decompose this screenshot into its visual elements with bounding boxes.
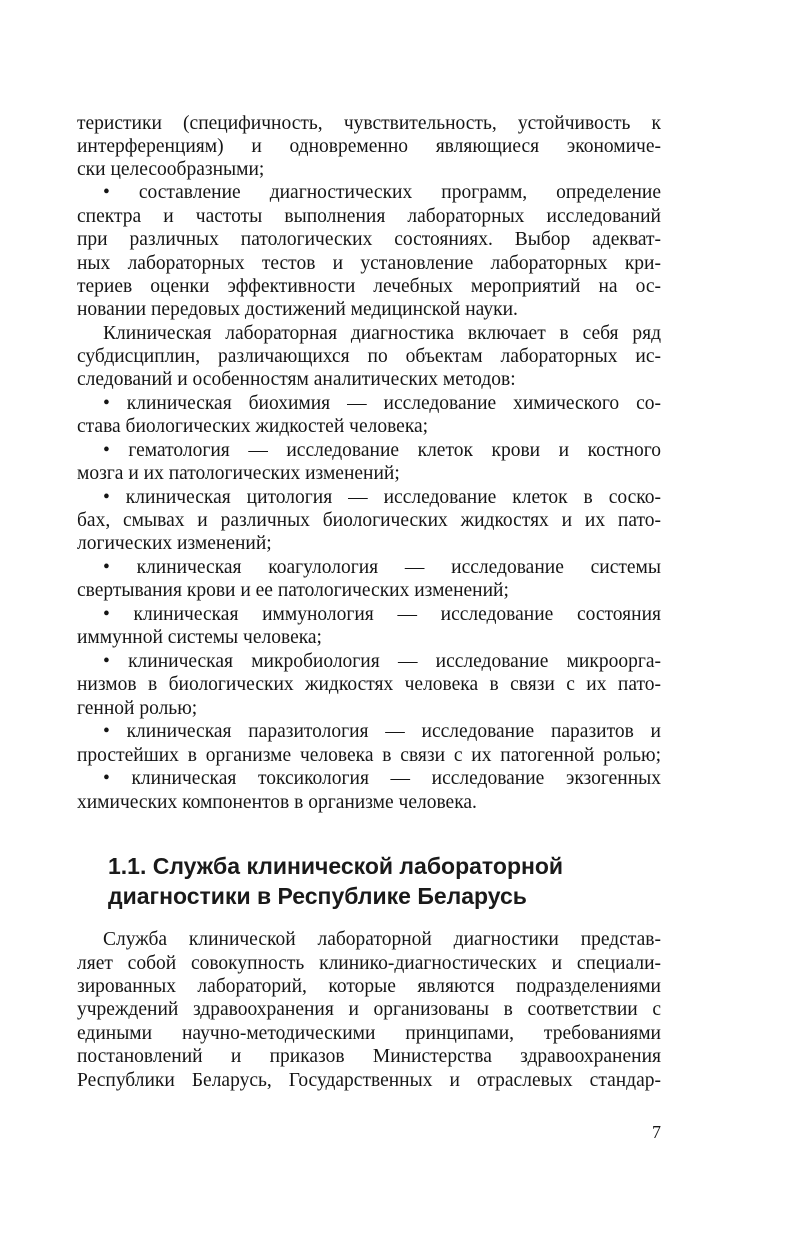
paragraph-line: Клиническая лабораторная диагностика включает в себя ряд <box>103 323 661 344</box>
text-line: при различных патологических состояниях. Выбор адекват- <box>77 229 661 250</box>
bullet-line: • гематология — исследование клеток крови и костного <box>103 440 661 461</box>
text-line: мозга и их патологических изменений; <box>77 463 400 484</box>
text-line: простейших в организме человека в связи с их патогенной ролью; <box>77 745 661 766</box>
text-line: ляет собой совокупность клинико-диагностических и специали- <box>77 953 661 974</box>
bullet-line: • клиническая токсикология — исследование экзогенных <box>103 768 661 789</box>
text-line: постановлений и приказов Министерства здравоохранения <box>77 1046 661 1067</box>
bullet-line: • клиническая паразитология — исследование паразитов и <box>103 721 661 742</box>
text-line: териев оценки эффективности лечебных мероприятий на ос- <box>77 276 661 297</box>
text-line: логических изменений; <box>77 533 272 554</box>
bullet-line: • составление диагностических программ, определение <box>103 182 661 203</box>
bullet-line: • клиническая цитология — исследование клеток в соско- <box>103 487 661 508</box>
bullet-line: • клиническая биохимия — исследование химического со- <box>103 393 661 414</box>
text-line: ски целесообразными; <box>77 159 265 180</box>
text-line: следований и особенностям аналитических методов: <box>77 369 516 390</box>
text-line: иммунной системы человека; <box>77 627 322 648</box>
bullet-line: • клиническая иммунология — исследование состояния <box>103 604 661 625</box>
page-number: 7 <box>652 1122 661 1142</box>
text-line: генной ролью; <box>77 698 198 719</box>
text-line: учреждений здравоохранения и организованы в соответствии с <box>77 999 661 1020</box>
text-line: свертывания крови и ее патологических изменений; <box>77 580 509 601</box>
text-line: субдисциплин, различающихся по объектам лабораторных ис- <box>77 346 661 367</box>
text-line: бах, смывах и различных биологических жидкостях и их пато- <box>77 510 661 531</box>
text-line: едиными научно-методическими принципами, требованиями <box>77 1023 661 1044</box>
text-line: интерференциям) и одновременно являющиеся экономиче- <box>77 136 661 157</box>
bullet-line: • клиническая коагулология — исследование системы <box>103 557 661 578</box>
text-line: новании передовых достижений медицинской науки. <box>77 299 518 320</box>
text-line: теристики (специфичность, чувствительность, устойчивость к <box>77 113 661 134</box>
text-line: ных лабораторных тестов и установление лабораторных кри- <box>77 253 661 274</box>
text-line: зированных лабораторий, которые являются подразделениями <box>77 976 661 997</box>
text-line: низмов в биологических жидкостях человека в связи с их пато- <box>77 674 661 695</box>
bullet-line: • клиническая микробиология — исследование микроорга- <box>103 651 661 672</box>
text-line: химических компонентов в организме человека. <box>77 792 477 813</box>
section-heading: 1.1. Служба клинической лабораторной <box>108 853 564 879</box>
text-line: спектра и частоты выполнения лабораторных исследований <box>77 206 661 227</box>
text-line: Республики Беларусь, Государственных и отраслевых стандар- <box>77 1070 661 1091</box>
section-heading: диагностики в Республике Беларусь <box>108 883 527 909</box>
text-line: става биологических жидкостей человека; <box>77 416 429 437</box>
paragraph-line: Служба клинической лабораторной диагностики представ- <box>103 929 661 950</box>
